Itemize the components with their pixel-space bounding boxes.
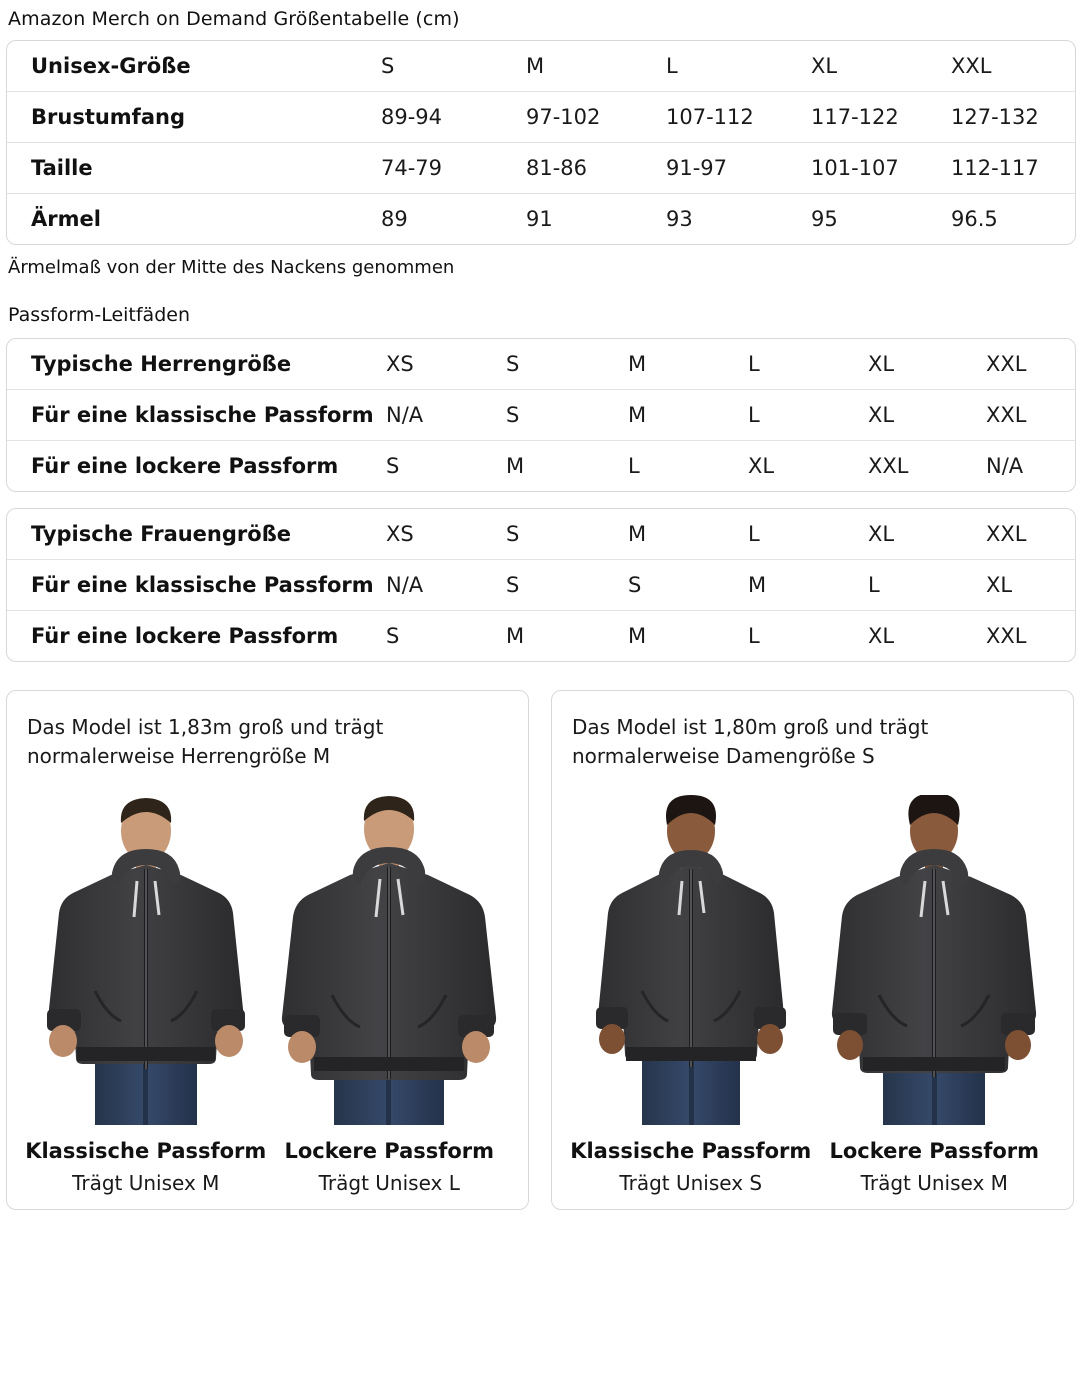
cell: XL	[748, 454, 775, 478]
unisex-size-table	[6, 40, 1076, 245]
cell: S	[482, 390, 604, 441]
cell: 127-132	[927, 92, 1075, 143]
cell: XXL	[962, 390, 1075, 441]
cell: 101-107	[787, 143, 927, 194]
row-label: Für eine lockere Passform	[31, 454, 339, 478]
cell: 91	[526, 207, 553, 231]
row-label: Ärmel	[31, 207, 101, 231]
wears-label: Trägt Unisex S	[619, 1171, 763, 1195]
cell: XXL	[962, 339, 1075, 390]
cell: XXL	[986, 624, 1027, 648]
cell: 74-79	[357, 143, 502, 194]
wears-label: Trägt Unisex M	[72, 1171, 220, 1195]
fit-label: Klassische Passform	[25, 1139, 267, 1163]
cell: S	[386, 454, 400, 478]
row-label: Typische Herrengröße	[7, 339, 362, 390]
page-title: Amazon Merch on Demand Größentabelle (cm)	[8, 8, 460, 30]
cell: 96.5	[951, 207, 998, 231]
cell: XL	[844, 390, 962, 441]
table-row	[7, 441, 1075, 491]
fit-label: Lockere Passform	[829, 1139, 1040, 1163]
model-description: Das Model ist 1,80m groß und trägt normalerweise Damengröße S	[572, 715, 929, 768]
hoodie-photo-male-relaxed	[276, 795, 502, 1125]
cell: XXL	[962, 509, 1075, 560]
cell: M	[506, 454, 525, 478]
row-label: Taille	[7, 143, 357, 194]
hoodie-photo-female-relaxed	[821, 795, 1047, 1125]
cell: M	[604, 509, 724, 560]
cell: 89-94	[357, 92, 502, 143]
cell: 95	[811, 207, 838, 231]
model-description: Das Model ist 1,83m groß und trägt normalerweise Herrengröße M	[27, 715, 384, 768]
model-card-female	[551, 690, 1074, 1210]
cell: XL	[962, 560, 1075, 611]
cell: 93	[666, 207, 693, 231]
row-label: Für eine klassische Passform	[7, 390, 362, 441]
hoodie-photo-female-classic	[578, 795, 804, 1125]
cell: S	[386, 624, 400, 648]
cell: S	[604, 560, 724, 611]
cell: M	[628, 624, 647, 648]
cell: XL	[844, 339, 962, 390]
cell: XL	[787, 41, 927, 92]
model-card-male	[6, 690, 529, 1210]
cell: XS	[362, 339, 482, 390]
cell: 89	[381, 207, 408, 231]
cell: 112-117	[927, 143, 1075, 194]
table-row	[7, 194, 1075, 244]
table-row	[7, 143, 1075, 194]
cell: N/A	[362, 390, 482, 441]
cell: XS	[362, 509, 482, 560]
row-label: Für eine lockere Passform	[31, 624, 339, 648]
cell: 91-97	[642, 143, 787, 194]
table-row	[7, 92, 1075, 143]
cell: L	[724, 339, 844, 390]
cell: M	[724, 560, 844, 611]
cell: 97-102	[502, 92, 642, 143]
wears-label: Trägt Unisex L	[318, 1171, 460, 1195]
cell: S	[482, 339, 604, 390]
row-label: Unisex-Größe	[7, 41, 357, 92]
wears-label: Trägt Unisex M	[860, 1171, 1008, 1195]
cell: L	[724, 509, 844, 560]
cell: L	[724, 390, 844, 441]
row-label: Typische Frauengröße	[7, 509, 362, 560]
cell: L	[628, 454, 640, 478]
cell: XXL	[927, 41, 1075, 92]
cell: 81-86	[502, 143, 642, 194]
cell: L	[748, 624, 760, 648]
cell: XL	[868, 624, 895, 648]
fit-label: Lockere Passform	[284, 1139, 495, 1163]
cell: L	[844, 560, 962, 611]
figure-female-classic	[570, 795, 812, 1195]
figure-labels	[25, 1139, 266, 1195]
row-label: Brustumfang	[7, 92, 357, 143]
row-label: Für eine klassische Passform	[7, 560, 362, 611]
cell: XXL	[868, 454, 909, 478]
cell: M	[604, 339, 724, 390]
table-row	[7, 560, 1075, 611]
cell: 117-122	[787, 92, 927, 143]
figure-male-relaxed	[273, 795, 505, 1195]
cell: S	[482, 509, 604, 560]
table-row	[7, 611, 1075, 661]
cell: N/A	[362, 560, 482, 611]
cell: S	[482, 560, 604, 611]
cell: M	[502, 41, 642, 92]
figure-labels	[570, 1139, 811, 1195]
table-row	[7, 509, 1075, 560]
figure-labels	[829, 1139, 1039, 1195]
cell: S	[357, 41, 502, 92]
figure-labels	[284, 1139, 494, 1195]
cell: N/A	[986, 454, 1024, 478]
table-row	[7, 390, 1075, 441]
fit-label: Klassische Passform	[570, 1139, 812, 1163]
cell: M	[604, 390, 724, 441]
table-row	[7, 339, 1075, 390]
hoodie-photo-male-classic	[33, 795, 259, 1125]
model-cards	[6, 690, 1074, 1210]
womens-fit-table	[6, 508, 1076, 662]
cell: 107-112	[642, 92, 787, 143]
sleeve-measurement-note: Ärmelmaß von der Mitte des Nackens genommen	[8, 257, 455, 278]
cell: L	[642, 41, 787, 92]
mens-fit-table	[6, 338, 1076, 492]
figure-male-classic	[25, 795, 267, 1195]
cell: M	[506, 624, 525, 648]
figure-female-relaxed	[818, 795, 1050, 1195]
cell: XL	[844, 509, 962, 560]
fit-guides-title: Passform-Leitfäden	[8, 304, 190, 326]
table-row	[7, 41, 1075, 92]
